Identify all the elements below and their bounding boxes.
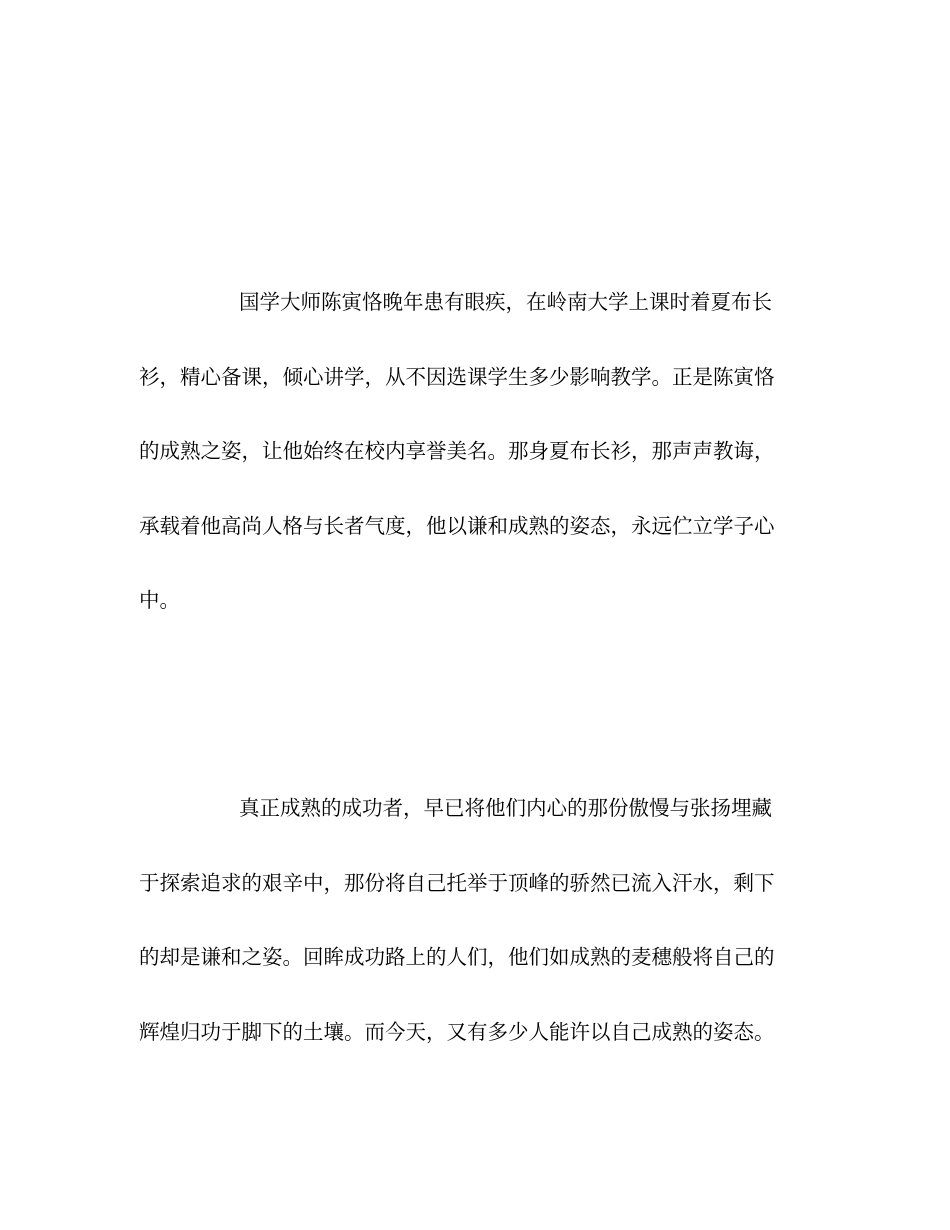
- paragraph-1-line-4: 承载着他高尚人格与长者气度，他以谦和成熟的姿态，永远伫立学子心: [139, 513, 775, 538]
- paragraph-2-line-4: 辉煌归功于脚下的土壤。而今天，又有多少人能许以自己成熟的姿态。: [139, 1019, 775, 1044]
- paragraph-2: [139, 790, 819, 1088]
- paragraph-2-line-3: 的却是谦和之姿。回眸成功路上的人们，他们如成熟的麦穗般将自己的: [139, 945, 775, 969]
- paragraph-2-line-2: 于探索追求的艰辛中，那份将自己托举于顶峰的骄然已流入汗水，剩下: [139, 870, 775, 895]
- paragraph-1-line-1: 国学大师陈寅恪晚年患有眼疾，在岭南大学上课时着夏布长: [239, 290, 772, 314]
- paragraph-1-line-2: 衫，精心备课，倾心讲学，从不因选课学生多少影响教学。正是陈寅恪: [139, 364, 775, 389]
- paragraph-1-line-3: 的成熟之姿，让他始终在校内享誉美名。那身夏布长衫，那声声教诲，: [139, 439, 775, 463]
- paragraph-2-line-1: 真正成熟的成功者，早已将他们内心的那份傲慢与张扬埋藏: [239, 796, 772, 820]
- paragraph-1: [139, 284, 819, 657]
- paragraph-1-line-5: 中。: [139, 588, 180, 612]
